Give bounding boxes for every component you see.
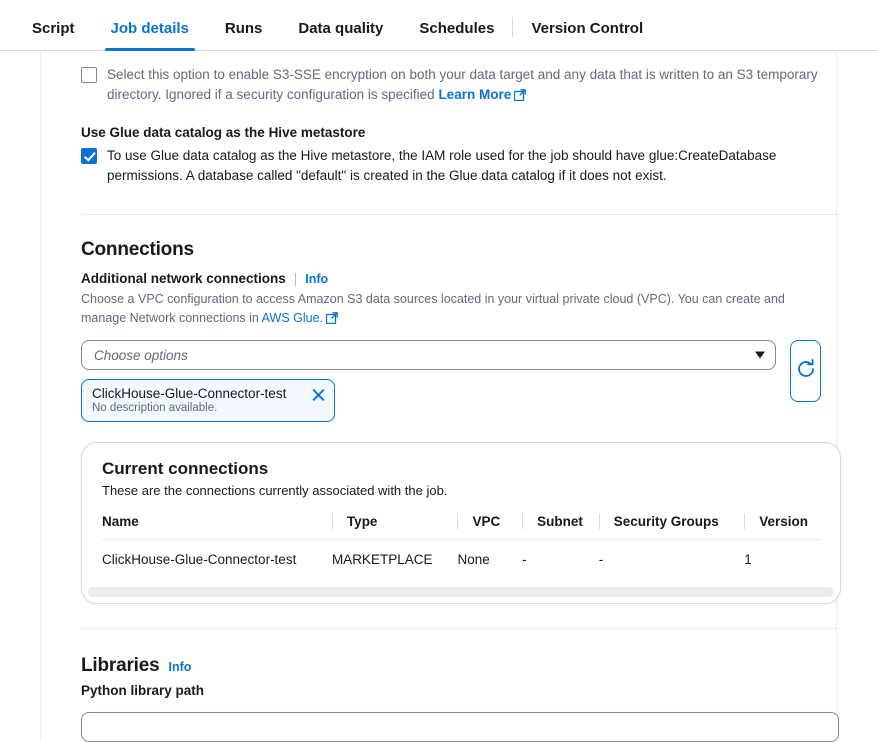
table-horizontal-scrollbar[interactable]: [82, 587, 840, 603]
learn-more-link[interactable]: Learn More: [438, 87, 512, 102]
job-tab-bar: [0, 0, 877, 51]
cell-security-groups: -: [598, 552, 604, 567]
column-header-security-groups: Security Groups: [599, 510, 744, 540]
section-divider-2: [81, 628, 841, 629]
table-row: [102, 540, 820, 580]
hive-metastore-checkbox-row[interactable]: [81, 146, 821, 186]
tab-script[interactable]: Script: [32, 20, 75, 37]
table-header-row: [102, 510, 820, 540]
chevron-down-icon: [755, 352, 765, 359]
external-link-icon: [514, 87, 526, 107]
tab-version-control[interactable]: Version Control: [531, 20, 644, 37]
aws-glue-link[interactable]: AWS Glue.: [261, 311, 324, 325]
libraries-info-link[interactable]: Info: [168, 660, 192, 674]
s3-sse-checkbox[interactable]: [81, 67, 97, 83]
job-details-page: [0, 51, 877, 742]
column-header-subnet: Subnet: [522, 510, 599, 540]
python-library-path-label: Python library path: [81, 683, 205, 698]
s3-sse-text: Select this option to enable S3-SSE encryption on both your data target and any data that is written to an S3 temporary directory. Ignored if a security configuration is specified: [107, 67, 818, 102]
cell-version: 1: [744, 552, 752, 567]
job-details-panel: [40, 51, 837, 742]
connection-token[interactable]: [81, 379, 335, 422]
python-library-path-input[interactable]: [81, 712, 839, 742]
job-details-content: [61, 51, 821, 742]
hive-metastore-checkbox[interactable]: [81, 148, 97, 164]
s3-sse-checkbox-row[interactable]: [81, 65, 821, 107]
connections-select-row: [81, 340, 821, 422]
column-header-vpc: VPC: [457, 510, 522, 540]
hive-metastore-heading: Use Glue data catalog as the Hive metastore: [81, 125, 366, 140]
current-connections-title: Current connections: [102, 459, 269, 478]
external-link-icon: [326, 311, 338, 330]
current-connections-table: [102, 510, 820, 579]
tab-data-quality[interactable]: Data quality: [298, 20, 384, 37]
connection-token-sublabel: No description available.: [92, 402, 218, 414]
connections-info-link[interactable]: Info: [305, 271, 329, 286]
connections-description-text: Choose a VPC configuration to access Amazon S3 data sources located in your virtual private cloud (VPC). You can create and manage Network connections in: [81, 292, 785, 325]
column-header-type: Type: [332, 510, 458, 540]
additional-network-connections-label-row: [81, 271, 821, 286]
cell-vpc: None: [457, 552, 490, 567]
column-header-name: Name: [102, 510, 332, 540]
close-icon[interactable]: [310, 387, 326, 403]
current-connections-subtitle: These are the connections currently associated with the job.: [102, 483, 448, 498]
column-header-version: Version: [744, 510, 820, 540]
cell-name: ClickHouse-Glue-Connector-test: [102, 552, 297, 567]
connections-select-placeholder: Choose options: [94, 347, 188, 363]
label-pipe: |: [293, 271, 298, 286]
refresh-icon: [795, 358, 817, 385]
s3-sse-description: [107, 65, 821, 107]
current-connections-container: [81, 442, 841, 604]
connections-multiselect[interactable]: [81, 340, 776, 370]
scrollbar-thumb[interactable]: [88, 587, 834, 597]
additional-network-connections-label: Additional network connections: [81, 271, 286, 286]
connection-token-label: ClickHouse-Glue-Connector-test: [92, 386, 287, 401]
section-divider-1: [81, 214, 841, 215]
cell-subnet: -: [522, 552, 527, 567]
hive-metastore-description: To use Glue data catalog as the Hive metastore, the IAM role used for the job should have glue:CreateDatabase permissions. A database called "default" is created in the Glue data catalog if it does not exist.: [107, 148, 777, 183]
libraries-title-row: [81, 655, 821, 677]
libraries-section-title: Libraries: [81, 655, 160, 676]
tab-job-details[interactable]: Job details: [93, 21, 207, 50]
cell-type: MARKETPLACE: [331, 552, 433, 567]
connections-description: [81, 290, 821, 330]
tab-runs[interactable]: Runs: [224, 20, 263, 37]
connections-section-title: Connections: [81, 239, 194, 260]
refresh-connections-button[interactable]: [790, 340, 821, 402]
tab-schedules[interactable]: Schedules: [419, 20, 495, 37]
